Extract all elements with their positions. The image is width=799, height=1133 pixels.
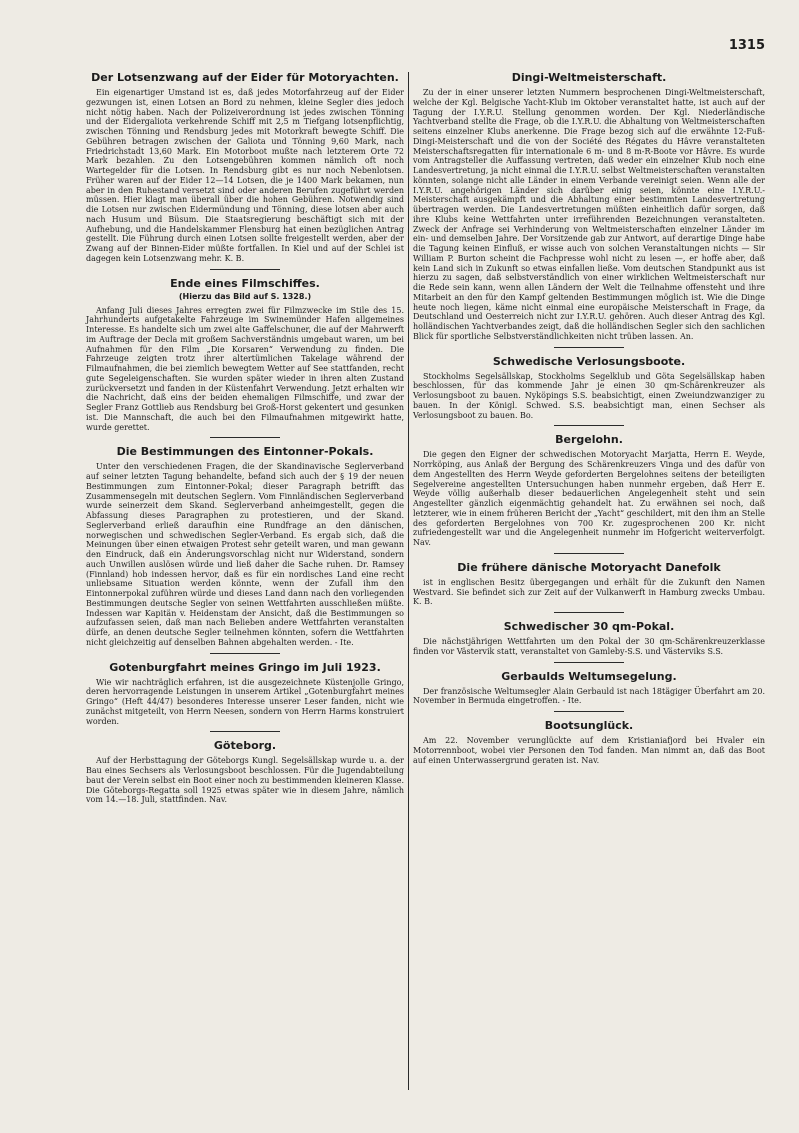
article-lotsenzwang	[86, 70, 404, 264]
separator-rule	[554, 425, 624, 426]
separator-rule	[554, 711, 624, 712]
article-dingi-weltmeisterschaft	[413, 70, 765, 342]
article-heading: Gerbaulds Weltumsegelung.	[501, 669, 677, 683]
article-heading: Dingi-Weltmeisterschaft.	[511, 71, 667, 84]
article-heading: Bootsunglück.	[544, 719, 634, 732]
article-gerbauld	[413, 669, 765, 707]
article-goeteborg	[86, 738, 404, 805]
article-subheading: (Hierzu das Bild auf S. 1328.)	[178, 291, 312, 301]
article-heading: Ende eines Filmschiffes.	[170, 276, 320, 290]
separator-rule	[554, 612, 624, 613]
article-heading: Die Bestimmungen des Eintonner-Pokals.	[116, 445, 374, 459]
article-body: Zu der in einer unserer letzten Nummern besprochenen Dingi-Weltmeisterschaft, welche der Kgl. Belgische Yacht-Klub im Oktober veranstaltet hatte, ist auch auf der Tagung der I.Y.R.U. Stellung genommen worden. Der Kgl. Niederländische Yachtverband stellte die Frage, ob die I.Y.R.U. die Abhaltung von Weltmeisterschaften seitens einzelner Klubs anerkenne. Die Frage bezog sich auf die erwähnte 12-Fuß-Dingi-Meisterschaft und die von der Société des Régates du Hâvre veranstalteten Meisterschaftsregatten für internationale 6 m- und 8 m-R-Boote vor Hâvre. Es wurde vom Antragsteller die Auffassung vertreten, daß weder ein einzelner Klub noch eine Landesvertretung, ja nicht einmal die I.Y.R.U. selbst Weltmeisterschaften veranstalten könnten, solange nicht alle Länder in einem Verbande vereinigt seien. Wenn alle der I.Y.R.U. angehörigen Länder sich darüber einig seien, könnte eine I.Y.R.U.-Meisterschaft ausgekämpft und die Abhaltung einer bestimmten Landesvertretung übertragen werden. Die Landesvertretungen müßten einheitlich dafür sorgen, daß ihre Klubs keine Wettfahrten unter irreführenden Bezeichnungen veranstalteten. Zweck der Anfrage sei Verhinderung von Weltmeisterschaften einzelner Länder im ein- und demselben Jahre. Der Vorsitzende gab zur Antwort, auf derartige Dinge habe die Tagung keinen Einfluß, er wisse auch von solchen Veranstaltungen nichts — Sir William P. Burton scheint die Fachpresse wohl nicht zu lesen —, er hoffe aber, daß kein Land sich in Zukunft so etwas einfallen ließe. Vom deutschen Standpunkt aus ist hierzu zu sagen, daß selbstverständlich von einer wirklichen Weltmeisterschaft nur die Rede sein kann, wenn allen Ländern der Welt die Teilnahme offensteht und ihre Mitarbeit an den für den Kampf geltenden Bestimmungen möglich ist. Wie die Dinge heute noch liegen, käme nicht einmal eine europäische Meisterschaft in Frage, da Deutschland und Oesterreich nicht zur I.Y.R.U. gehören. Auch dieser Antrag des Kgl. holländischen Yachtverbandes zeigt, daß die holländischen Segler sich den sachlichen Blick für sportliche Selbstverständlichkeiten nicht trüben lassen. An.	[413, 88, 765, 341]
article-heading: Schwedische Verlosungsboote.	[492, 354, 686, 368]
article-bootsunglueck	[413, 718, 765, 765]
article-heading: Der Lotsenzwang auf der Eider für Motoryachten.	[91, 71, 399, 84]
article-bergelohn	[413, 432, 765, 548]
article-30qm-pokal	[413, 619, 765, 657]
separator-rule	[210, 653, 280, 654]
article-body: Unter den verschiedenen Fragen, die der Skandinavische Seglerverband auf seiner letzten Tagung behandelte, befand sich auch der § 19 der neuen Bestimmungen zum Eintonner-Pokal; dieser Paragraph betrifft das Zusammensegeln mit deutschen Seglern. Vom Finnländischen Seglerverband wurde seinerzeit dem Skand. Seglerverband anheimgestellt, gegen die Abfassung dieses Paragraphen zu protestieren, und der Skand. Seglerverband erließ daraufhin eine Rundfrage an den dänischen, norwegischen und schwedischen Segler-Verband. Es ergab sich, daß die Meinungen über einen etwaigen Protest sehr geteilt waren, und man gewann den Eindruck, daß ein Änderungsvorschlag nicht nur Widerstand, sondern auch Unwillen auslösen würde und ließ daher die Sache ruhen. Dr. Ramsey (Finnland) hob indessen hervor, daß es für ein nordisches Land eine recht unliebsame Situation werden könnte, wenn der Zufall ihm den Eintonnerpokal zuführen würde und dieses Land dann nach den vorliegenden Bestimmungen deutsche Segler von seinen Wettfahrten ausschließen müßte. Indessen war Kapitän v. Heidenstam der Ansicht, daß die Bestimmungen so aufzufassen seien, daß man nach Belieben andere Wettfahrten veranstalten dürfe, an denen deutsche Segler teilnehmen könnten, sofern die Wettfahrten nicht gleichzeitig auf denselben Bahnen abgehalten werden. - Ite.	[86, 462, 404, 647]
article-body: Die gegen den Eigner der schwedischen Motoryacht Marjatta, Herrn E. Weyde, Norrköping, aus Anlaß der Bergung des Schärenkreuzers Vinga und des dafür von dem Angestellten des Herrn Weyde geforderten Bergelohnes seitens der beteiligten Segelvereine angestellten Untersuchungen haben nunmehr ergeben, daß Herr E. Weyde völlig außerhalb dieser bedauerlichen Angelegenheit steht und sein Angestellter gänzlich eigenmächtig gehandelt hat. Zu erwähnen sei noch, daß letzterer, wie in einem früheren Bericht der „Yacht“ geschildert, mit den ihm an Stelle des geforderten Bergelohnes von 700 Kr. zugesprochenen 200 Kr. nicht zufriedengestellt war und die Angelegenheit nunmehr im Hofgericht weiterverfolgt. Nav.	[413, 450, 765, 547]
article-body: Die nächstjährigen Wettfahrten um den Pokal der 30 qm-Schärenkreuzerklasse finden vor Västervik statt, veranstaltet von Gamleby-S.S. und Västerviks S.S.	[413, 637, 765, 656]
page-number: 1315	[728, 38, 765, 53]
article-gotenburgfahrt	[86, 660, 404, 727]
article-body: Am 22. November verunglückte auf dem Kristianiafjord bei Hvaler ein Motorrennboot, wobei vier Personen den Tod fanden. Man nimmt an, daß das Boot auf einen Unterwassergrund geraten ist. Nav.	[413, 736, 765, 765]
separator-rule	[554, 347, 624, 348]
article-heading: Die frühere dänische Motoryacht Danefolk	[457, 560, 721, 574]
article-body: Wie wir nachträglich erfahren, ist die ausgezeichnete Küstenjolle Gringo, deren hervorragende Leistungen in unserem Artikel „Gotenburgfahrt meines Gringo“ (Heft 44/47) besonderes Interesse unserer Leser fanden, nicht wie zunächst mitgeteilt, von Herrn Neesen, sondern von Herrn Harms konstruiert worden.	[86, 677, 404, 726]
article-body: Anfang Juli dieses Jahres erregten zwei für Filmzwecke im Stile des 15. Jahrhunderts aufgetakelte Fahrzeuge im Swinemünder Hafen allgemeines Interesse. Es handelte sich um zwei alte Gaffelschuner, die auf der Mahrwerft im Auftrage der Decla mit großem Sachverständnis umgebaut waren, um bei Aufnahmen für den Film „Die Korsaren“ Verwendung zu finden. Die Fahrzeuge zeigten trotz ihrer altertümlichen Takelage während der Filmaufnahmen, die bei ziemlich bewegtem Wetter auf See stattfanden, recht gute Segeleigenschaften. Sie wurden später wieder in ihren alten Zustand zurückversetzt und fanden in der Küstenfahrt Verwendung. Jetzt erhalten wir die Nachricht, daß eins der beiden ehemaligen Filmschiffe, und zwar der Segler Franz Gottlieb aus Rendsburg bei Groß-Horst gekentert und gesunken ist. Die Mannschaft, die auch bei den Filmaufnahmen mitgewirkt hatte, wurde gerettet.	[86, 305, 404, 432]
article-danefolk	[413, 560, 765, 607]
article-body: ist in englischen Besitz übergegangen und erhält für die Zukunft den Namen Westvard. Sie befindet sich zur Zeit auf der Vulkanwerft in Hamburg zwecks Umbau. K. B.	[413, 577, 765, 607]
separator-rule	[554, 553, 624, 554]
article-heading: Gotenburgfahrt meines Gringo im Juli 1923.	[109, 660, 381, 674]
separator-rule	[210, 731, 280, 732]
article-verlosungsboote	[413, 354, 765, 421]
separator-rule	[210, 269, 280, 270]
article-eintonner-pokal	[86, 444, 404, 647]
right-column	[413, 70, 765, 765]
article-filmschiff	[86, 276, 404, 433]
article-heading: Göteborg.	[213, 739, 277, 753]
left-column	[86, 70, 404, 805]
article-body: Der französische Weltumsegler Alain Gerbauld ist nach 18tägiger Überfahrt am 20. November in Bermuda eingetroffen. - Ite.	[413, 686, 765, 706]
separator-rule	[554, 662, 624, 663]
column-divider	[408, 72, 409, 1090]
separator-rule	[210, 437, 280, 438]
article-body: Stockholms Segelsällskap, Stockholms Segelklub und Göta Segelsällskap haben beschlossen, für das kommende Jahr je einen 30 qm-Schärenkreuzer als Verlosungsboot zu bauen. Nyköpings S.S. beabsichtigt, einen Zweiundzwanziger zu bauen. In der Königl. Schwed. S.S. beabsichtigt man, einen Sechser als Verlosungsboot zu bauen. Bo.	[413, 371, 765, 420]
article-heading: Bergelohn.	[555, 433, 623, 447]
article-body: Ein eigenartiger Umstand ist es, daß jedes Motorfahrzeug auf der Eider gezwungen ist, einen Lotsen an Bord zu nehmen, kleine Segler dies jedoch nicht nötig haben. Nach der Polizeiverordnung ist jedes zwischen Tönning und der Eidergaliota verkehrende Schiff mit 2,5 m Tiefgang lotsenpflichtig, zwischen Tönning und Rendsburg jedes mit Motorkraft bewegte Schiff. Die Gebühren betragen zwischen der Galiota und Tönning 9,60 Mark, nach Friedrichstadt 13,60 Mark. Ein Motorboot mußte nach letzterem Orte 72 Mark bezahlen. Zu den Lotsengebühren kommen nämlich oft noch Wartegelder für die Lotsen. In Rendsburg gibt es nur noch Nebenlotsen. Früher waren auf der Eider 12—14 Lotsen, die je 1400 Mark bekamen, nun aber in den Ruhestand versetzt sind oder anderen Berufen zugeführt werden müssen. Hier klagt man überall über die hohen Gebühren. Notwendig sind die Lotsen nur zwischen Eidermündung und Tönning, diese lotsen aber auch nach Husum und Büsum. Die Staatsregierung beschäftigt sich mit der Aufhebung, und die Handelskammer Flensburg hat einen bezüglichen Antrag gestellt. Die Führung durch einen Lotsen sollte freigestellt werden, aber der Zwang auf der Binnen-Eider müßte fortfallen. In Kiel und auf der Schlei ist dagegen kein Lotsenzwang mehr. K. B.	[86, 88, 404, 263]
article-heading: Schwedischer 30 qm-Pokal.	[503, 620, 675, 633]
article-body: Auf der Herbsttagung der Göteborgs Kungl. Segelsällskap wurde u. a. der Bau eines Sechsers als Verlosungsboot beschlossen. Für die Jugendabteilung baut der Verein selbst ein Boot einer noch zu bestimmenden kleineren Klasse. Die Göteborgs-Regatta soll 1925 etwas später wie in diesem Jahre, nämlich vom 14.—18. Juli, stattfinden. Nav.	[86, 756, 404, 805]
